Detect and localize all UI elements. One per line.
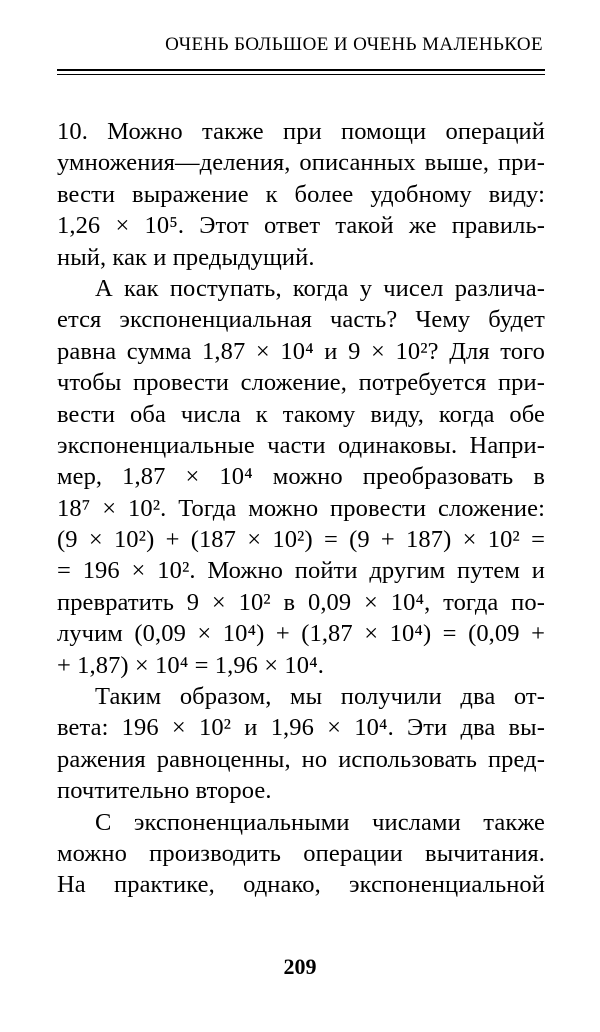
- text-line: На практике, однако, экспоненциальной: [57, 871, 545, 899]
- text-line: 10. Можно также при помощи операций: [57, 118, 545, 145]
- text-line: 1,26 × 10⁵. Этот ответ такой же правиль-: [57, 212, 545, 240]
- text-line: вета: 196 × 10² и 1,96 × 10⁴. Эти два вы-: [57, 714, 545, 742]
- text-line: А как поступать, когда у чисел различа-: [95, 274, 545, 302]
- text-line: равна сумма 1,87 × 10⁴ и 9 × 10²? Для того: [57, 337, 545, 365]
- text-line: превратить 9 × 10² в 0,09 × 10⁴, тогда по-: [57, 588, 545, 616]
- text-line: вести выражение к более удобному виду:: [57, 180, 545, 208]
- text-line: чтобы провести сложение, потребуется при-: [57, 369, 545, 397]
- text-line: (9 × 10²) + (187 × 10²) = (9 + 187) × 10² =: [57, 526, 545, 554]
- text-line: вести оба числа к такому виду, когда обе: [57, 400, 545, 428]
- text-line: ется экспоненциальная часть? Чему будет: [57, 306, 545, 334]
- text-line: можно производить операции вычитания.: [57, 839, 545, 867]
- running-head: ОЧЕНЬ БОЛЬШОЕ И ОЧЕНЬ МАЛЕНЬКОЕ: [165, 34, 543, 55]
- text-line: экспоненциальные части одинаковы. Напри-: [57, 431, 545, 459]
- text-line: лучим (0,09 × 10⁴) + (1,87 × 10⁴) = (0,09 +: [57, 620, 545, 648]
- header-rule-thick: [57, 69, 545, 71]
- text-line: почтительно второе.: [57, 777, 272, 805]
- text-line: Таким образом, мы получили два от-: [95, 683, 545, 711]
- page-number: 209: [283, 954, 317, 979]
- text-line: умножения—деления, описанных выше, при-: [57, 149, 545, 177]
- body-text: [57, 116, 545, 901]
- text-line: мер, 1,87 × 10⁴ можно преобразовать в: [57, 463, 545, 491]
- text-line: С экспоненциальными числами также: [95, 808, 545, 836]
- text-line: ный, как и предыдущий.: [57, 243, 315, 271]
- text-line: 18⁷ × 10². Тогда можно провести сложение:: [57, 494, 545, 522]
- text-line: = 196 × 10². Можно пойти другим путем и: [57, 557, 545, 585]
- text-line: ражения равноценны, но использовать пред-: [57, 745, 545, 773]
- header-rule-thin: [57, 74, 545, 75]
- text-line: + 1,87) × 10⁴ = 1,96 × 10⁴.: [57, 651, 324, 679]
